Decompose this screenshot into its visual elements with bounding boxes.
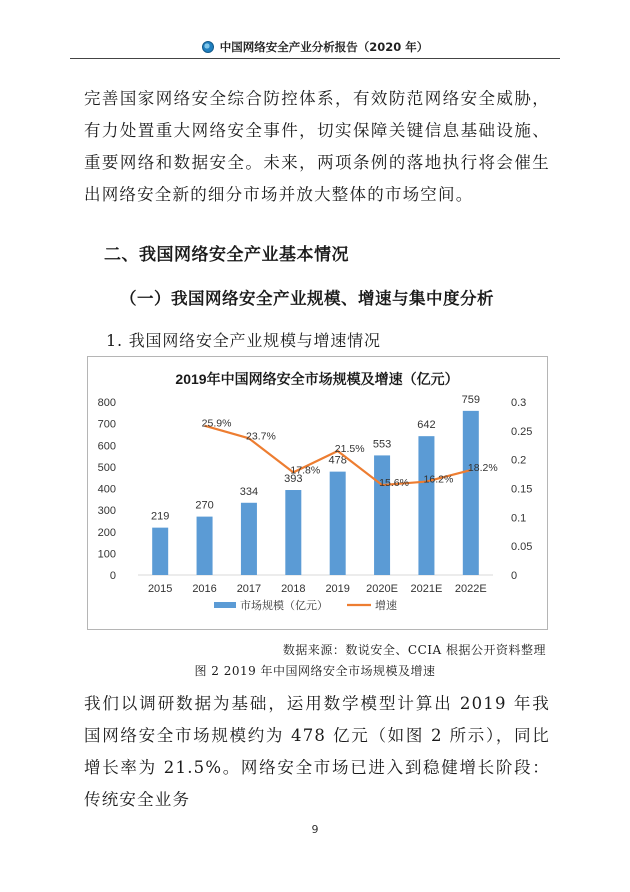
legend-label-bar: 市场规模（亿元） xyxy=(240,600,328,612)
y-left-tick-label: 500 xyxy=(97,461,116,474)
chart-canvas xyxy=(88,357,547,629)
x-tick-label: 2022E xyxy=(454,583,487,595)
report-logo-icon xyxy=(202,41,214,53)
sub-subsection-heading: 1. 我国网络安全产业规模与增速情况 xyxy=(106,331,381,350)
y-right-tick-label: 0.15 xyxy=(511,483,533,496)
y-left-tick-label: 0 xyxy=(109,570,116,582)
bar-value-label: 553 xyxy=(372,438,392,451)
bar xyxy=(463,411,479,575)
page-number: 9 xyxy=(311,823,319,836)
bar xyxy=(241,503,257,575)
growth-value-label: 16.2% xyxy=(423,473,454,486)
growth-value-label: 18.2% xyxy=(467,462,498,475)
bar-value-label: 270 xyxy=(195,499,214,512)
section-heading: 二、我国网络安全产业基本情况 xyxy=(104,245,349,265)
body-paragraph: 完善国家网络安全综合防控体系，有效防范网络安全威胁，有力处置重大网络安全事件，切实保障关键信息基础设施、重要网络和数据安全。未来，两项条例的落地执行将会催生出网络安全新的细分市场并放大整体的市场空间。 xyxy=(84,89,550,204)
bar xyxy=(285,490,301,575)
x-tick-label: 2021E xyxy=(410,583,443,595)
bar xyxy=(152,528,168,575)
bar-value-label: 759 xyxy=(461,393,480,406)
x-tick-label: 2018 xyxy=(281,583,306,595)
body-paragraph-2: 我们以调研数据为基础，运用数学模型计算出 2019 年我国网络安全市场规模约为 478 亿元（如图 2 所示），同比增长率为 21.5%。网络安全市场已进入到稳健增长阶段：传统安全业务 xyxy=(84,694,550,809)
running-header-title: 中国网络安全产业分析报告（2020 年） xyxy=(219,40,429,54)
y-right-tick-label: 0.25 xyxy=(511,425,533,438)
y-right-tick-label: 0.1 xyxy=(511,512,527,525)
x-tick-label: 2020E xyxy=(366,583,398,595)
chart-title: 2019年中国网络安全市场规模及增速（亿元） xyxy=(175,371,459,387)
y-right-tick-label: 0.05 xyxy=(511,541,533,554)
legend-label-line: 增速 xyxy=(375,600,397,612)
y-right-tick-label: 0.3 xyxy=(511,397,527,409)
y-left-tick-label: 800 xyxy=(97,397,116,409)
growth-value-label: 15.6% xyxy=(379,477,409,490)
y-left-tick-label: 300 xyxy=(97,505,116,518)
bar-value-label: 393 xyxy=(284,473,303,486)
bar xyxy=(330,472,346,575)
bar xyxy=(418,436,434,575)
bar-value-label: 478 xyxy=(328,454,347,467)
legend-swatch-bar xyxy=(214,602,236,608)
y-left-tick-label: 400 xyxy=(97,483,116,496)
bar-value-label: 334 xyxy=(239,485,259,498)
x-tick-label: 2017 xyxy=(236,583,262,595)
bar xyxy=(374,455,390,575)
growth-value-label: 25.9% xyxy=(201,417,232,430)
growth-value-label: 23.7% xyxy=(246,430,276,443)
running-header xyxy=(70,36,560,59)
y-right-tick-label: 0.2 xyxy=(511,454,527,467)
y-right-tick-label: 0 xyxy=(511,570,518,582)
y-left-tick-label: 200 xyxy=(97,526,116,539)
y-left-tick-label: 600 xyxy=(97,440,116,453)
source-note: 数据来源：数说安全、CCIA 根据公开资料整理 xyxy=(282,643,546,657)
figure-chart xyxy=(87,356,548,630)
figure-caption: 图 2 2019 年中国网络安全市场规模及增速 xyxy=(194,664,436,678)
bar-value-label: 219 xyxy=(151,510,170,523)
bar xyxy=(197,517,213,575)
y-left-tick-label: 100 xyxy=(97,548,116,561)
y-left-tick-label: 700 xyxy=(97,418,116,431)
bar-value-label: 642 xyxy=(417,419,436,432)
subsection-heading: （一）我国网络安全产业规模、增速与集中度分析 xyxy=(120,289,494,308)
growth-value-label: 21.5% xyxy=(334,443,365,456)
x-tick-label: 2015 xyxy=(147,583,173,595)
growth-value-label: 17.8% xyxy=(290,464,321,477)
x-tick-label: 2016 xyxy=(192,583,217,595)
x-tick-label: 2019 xyxy=(325,583,350,595)
